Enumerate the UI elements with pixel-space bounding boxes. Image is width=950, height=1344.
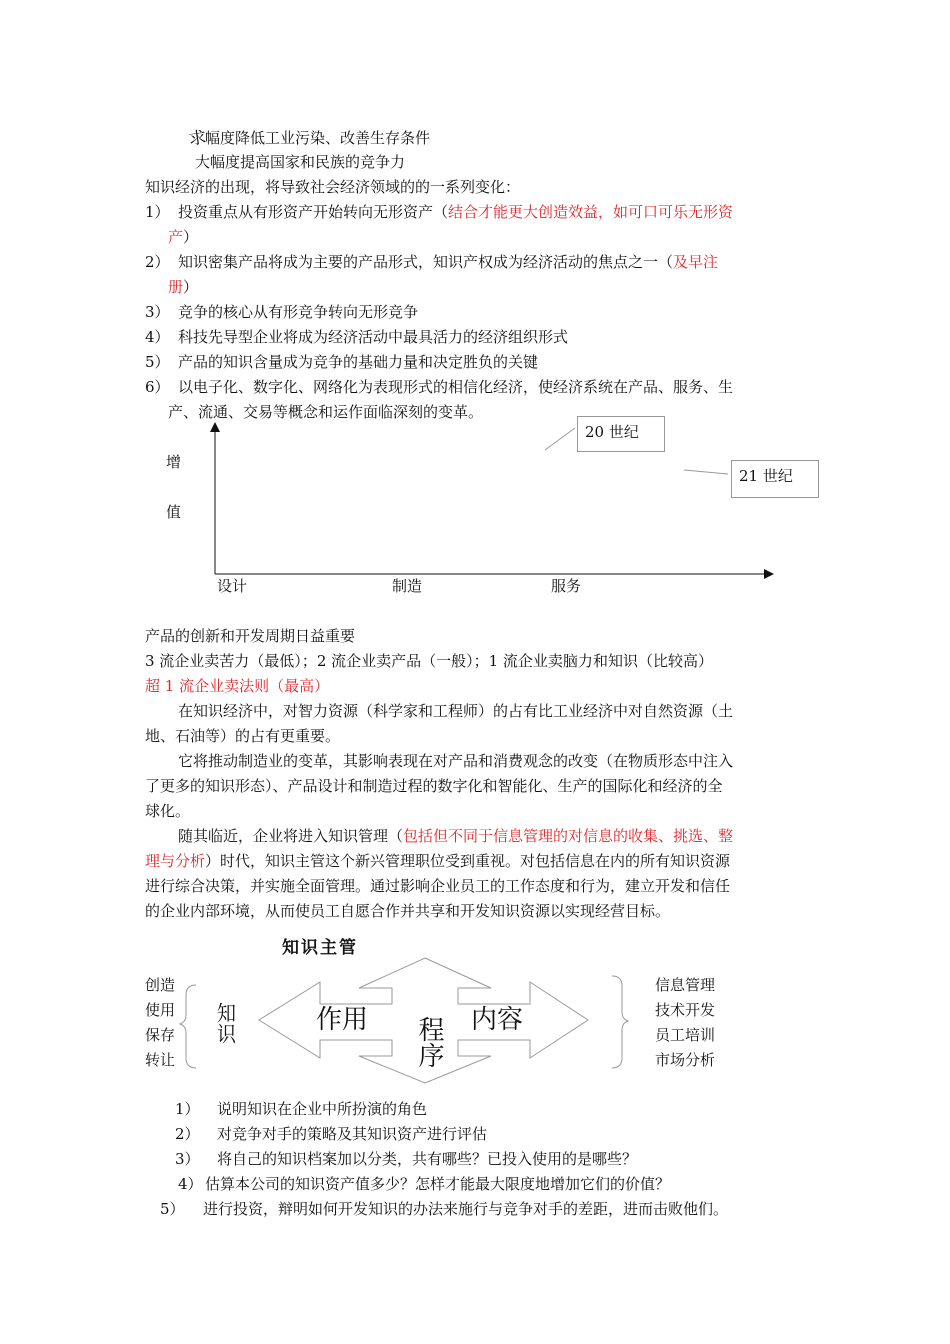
question-number: 2） [175,1125,200,1143]
legend-21st-century: 21 世纪 [731,460,819,498]
list-item: 5） [145,353,170,371]
paragraph-6-line: 的企业内部环境，从而使员工自愿合作并共享和开发知识资源以实现经营目标。 [145,902,671,920]
intro-line-2: 大幅度提高国家和民族的竞争力 [195,153,406,171]
question-number: 1） [175,1100,200,1118]
list-item: 3） [145,303,170,321]
question-text: 将自己的知识档案加以分类，共有哪些？已投入使用的是哪些？ [217,1150,638,1168]
x-tick-label: 制造 [392,577,423,595]
right-item: 市场分析 [655,1051,716,1069]
y-axis-label-2: 值 [166,503,182,521]
left-item: 使用 [145,1001,176,1019]
list-item-cont: 产、流通、交易等概念和运作面临深刻的变革。 [168,403,484,421]
list-item-text: 竞争的核心从有形竞争转向无形竞争 [178,303,419,321]
diagram-title: 知识主管 [282,938,358,958]
list-item-text: 以电子化、数字化、网络化为表现形式的相信化经济，使经济系统在产品、服务、生 [178,378,734,396]
list-item-cont: 产） [168,228,199,246]
y-axis-label-1: 增 [166,453,182,471]
arrow-label-function: 作用 [316,1005,369,1035]
list-item: 2） [145,253,170,271]
list-item-cont: 册） [168,278,199,296]
question-number: 3） [175,1150,200,1168]
list-item: 4） [145,328,170,346]
question-text: 对竞争对手的策略及其知识资产进行评估 [217,1125,488,1143]
list-item: 1） [145,203,170,221]
left-item: 创造 [145,976,176,994]
left-item: 保存 [145,1026,176,1044]
right-item: 信息管理 [655,976,716,994]
intro-mark: 求 [187,127,208,149]
paragraph-6-line: 随其临近，企业将进入知识管理（包括但不同于信息管理的对信息的收集、挑选、整 [178,827,734,845]
question-text: 说明知识在企业中所扮演的角色 [217,1100,428,1118]
x-tick-label: 设计 [217,577,248,595]
paragraph-6-line: 进行综合决策，并实施全面管理。通过影响企业员工的工作态度和行为，建立开发和信任 [145,877,731,895]
intro-line-1: 求幅度降低工业污染、改善生存条件 [187,127,431,149]
right-item: 技术开发 [655,1001,716,1019]
question-text: 估算本公司的知识资产值多少？怎样才能最大限度地增加它们的价值？ [205,1175,671,1193]
left-item: 转让 [145,1051,176,1069]
legend-20th-century: 20 世纪 [577,416,665,452]
right-brace [612,976,628,1068]
list-item: 6） [145,378,170,396]
list-item-text: 产品的知识含量成为竞争的基础力量和决定胜负的关键 [178,353,539,371]
paragraph-1: 产品的创新和开发周期日益重要 [145,627,356,645]
right-item: 员工培训 [655,1026,716,1044]
x-tick-label: 服务 [551,577,582,595]
list-item-text: 投资重点从有形资产开始转向无形资产（结合才能更大创造效益，如可口可乐无形资 [178,203,734,221]
paragraph-4-line: 在知识经济中，对智力资源（科学家和工程师）的占有比工业经济中对自然资源（土 [178,702,734,720]
paragraph-6-line: 理与分析）时代，知识主管这个新兴管理职位受到重视。对包括信息在内的所有知识资源 [145,852,731,870]
paragraph-5-line: 了更多的知识形态）、产品设计和制造过程的数字化和智能化、生产的国际化和经济的全 [145,777,723,795]
arrow-label-content: 内容 [471,1005,524,1035]
paragraph-5-line: 它将推动制造业的变革，其影响表现在对产品和消费观念的改变（在物质形态中注入 [178,752,734,770]
paragraph-3: 超 1 流企业卖法则（最高） [145,677,330,695]
knowledge-label: 知识 [214,1002,236,1044]
changes-heading: 知识经济的出现，将导致社会经济领域的的一系列变化： [145,178,521,196]
arrow-label-procedure: 程序 [414,1016,444,1068]
list-item-text: 科技先导型企业将成为经济活动中最具活力的经济组织形式 [178,328,569,346]
paragraph-2: 3 流企业卖苦力（最低）；2 流企业卖产品（一般）；1 流企业卖脑力和知识（比较高） [145,652,713,670]
list-item-text: 知识密集产品将成为主要的产品形式，知识产权成为经济活动的焦点之一（及早注 [178,253,719,271]
question-number: 5） [160,1200,185,1218]
question-text: 进行投资，辩明如何开发知识的办法来施行与竞争对手的差距，进而击败他们。 [203,1200,729,1218]
question-number: 4） [178,1175,203,1193]
paragraph-4-line: 地、石油等）的占有更重要。 [145,727,341,745]
left-brace [180,985,196,1068]
paragraph-5-line: 球化。 [145,802,191,820]
